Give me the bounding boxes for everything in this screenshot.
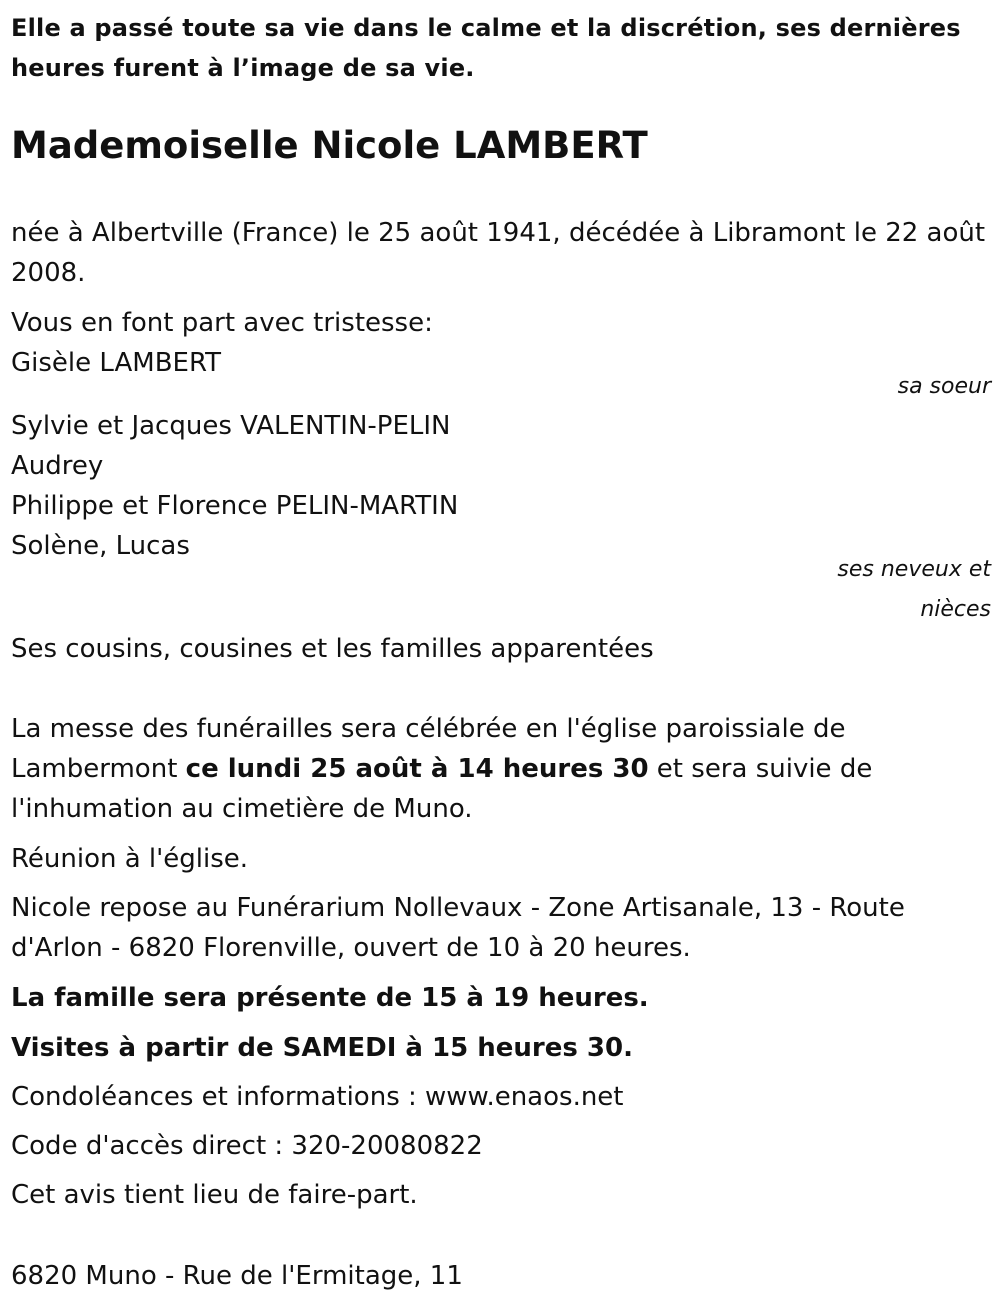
nephew-line: Audrey (11, 451, 104, 481)
reunion-line: Réunion à l'église. (11, 844, 249, 874)
sister-role: sa soeur (897, 374, 991, 399)
announcement-line: Vous en font part avec tristesse: (11, 308, 433, 338)
deceased-name: Mademoiselle Nicole LAMBERT (11, 124, 648, 167)
funeral-text-after: et sera suivie de l'inhumation au cimetière de Muno. (11, 754, 873, 824)
condolences-line: Condoléances et informations : www.enaos.net (11, 1082, 624, 1112)
birth-death-info: née à Albertville (France) le 25 août 1941, décédée à Libramont le 22 août 2008. (11, 218, 986, 288)
access-code-line: Code d'accès direct : 320-20080822 (11, 1131, 483, 1161)
address-line: 6820 Muno - Rue de l'Ermitage, 11 (11, 1261, 463, 1291)
funeral-date-time: ce lundi 25 août à 14 heures 30 (185, 754, 649, 784)
cousins-line: Ses cousins, cousines et les familles apparentées (11, 634, 654, 664)
intro-quote: Elle a passé toute sa vie dans le calme et la discrétion, ses dernières heures furent à l’image de sa vie. (11, 14, 961, 82)
sister-name: Gisèle LAMBERT (11, 348, 222, 378)
funeral-details (11, 709, 986, 829)
nephews-role: ses neveux et (837, 557, 991, 582)
nephew-line: Sylvie et Jacques VALENTIN-PELIN (11, 411, 451, 441)
nephew-line: Philippe et Florence PELIN-MARTIN (11, 491, 459, 521)
notice-line: Cet avis tient lieu de faire-part. (11, 1180, 418, 1210)
repose-details: Nicole repose au Funérarium Nollevaux - Zone Artisanale, 13 - Route d'Arlon - 6820 Florenville, ouvert de 10 à 20 heures. (11, 893, 905, 963)
family-presence: La famille sera présente de 15 à 19 heures. (11, 983, 649, 1013)
funeral-text-before: La messe des funérailles sera célébrée en l'église paroissiale de Lambermont (11, 714, 846, 784)
nephew-line: Solène, Lucas (11, 531, 190, 561)
nephews-role-continued: nièces (920, 597, 991, 622)
visits-line: Visites à partir de SAMEDI à 15 heures 30. (11, 1033, 633, 1063)
